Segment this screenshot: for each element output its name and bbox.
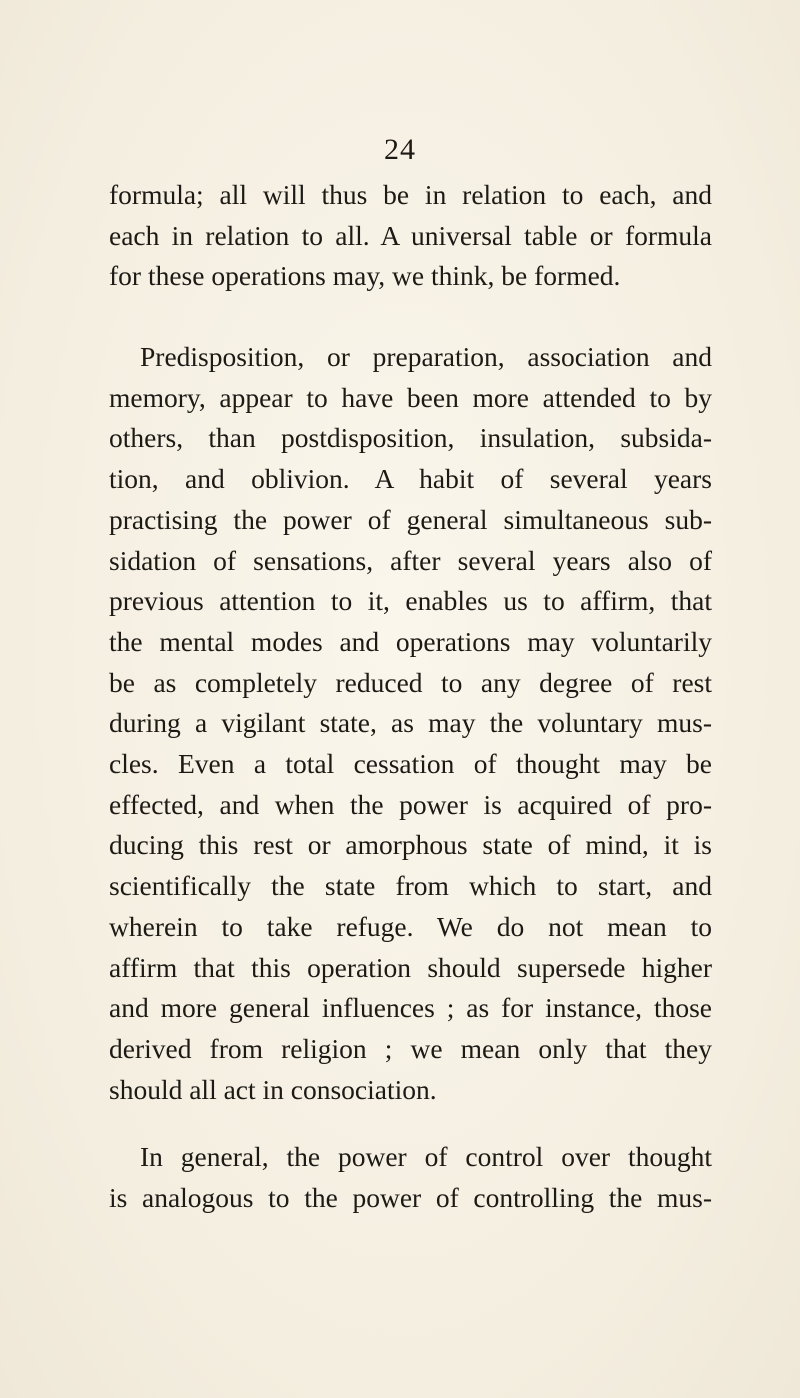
text-line: during a vigilant state, as may the voluntary mus- — [109, 707, 712, 739]
text-line: others, than postdisposition, insulation, subsida- — [109, 422, 712, 454]
text-line: derived from religion ; we mean only that they — [109, 1032, 712, 1064]
text-line: sidation of sensations, after several years also of — [109, 544, 712, 576]
paragraph-1 — [109, 175, 712, 297]
text-line: wherein to take refuge. We do not mean to — [109, 910, 712, 942]
text-line: each in relation to all. A universal table or formula — [109, 219, 712, 251]
paragraph-2 — [109, 337, 712, 1110]
text-line: In general, the power of control over thought — [140, 1141, 712, 1172]
text-line: memory, appear to have been more attended to by — [109, 381, 712, 413]
text-line: previous attention to it, enables us to affirm, that — [109, 585, 712, 617]
text-line: cles. Even a total cessation of thought may be — [109, 748, 712, 780]
text-line: formula; all will thus be in relation to each, and — [109, 179, 712, 210]
text-line: is analogous to the power of controlling the mus- — [109, 1181, 712, 1213]
paragraph-3 — [109, 1137, 712, 1218]
text-line: Predisposition, or preparation, association and — [140, 341, 712, 372]
text-line: ducing this rest or amorphous state of mind, it is — [109, 829, 712, 861]
text-line: tion, and oblivion. A habit of several years — [109, 463, 712, 495]
text-line: affirm that this operation should supersede higher — [109, 951, 712, 983]
text-line: scientifically the state from which to start, and — [109, 870, 712, 902]
text-line: effected, and when the power is acquired of pro- — [109, 788, 712, 820]
text-line: be as completely reduced to any degree of rest — [109, 666, 712, 698]
text-line: for these operations may, we think, be formed. — [109, 260, 621, 292]
text-line: the mental modes and operations may voluntarily — [109, 625, 712, 657]
text-line: practising the power of general simultaneous sub- — [109, 503, 712, 535]
text-line: and more general influences ; as for instance, those — [109, 992, 712, 1024]
text-line: should all act in consociation. — [109, 1073, 437, 1105]
page-number: 24 — [384, 133, 416, 166]
